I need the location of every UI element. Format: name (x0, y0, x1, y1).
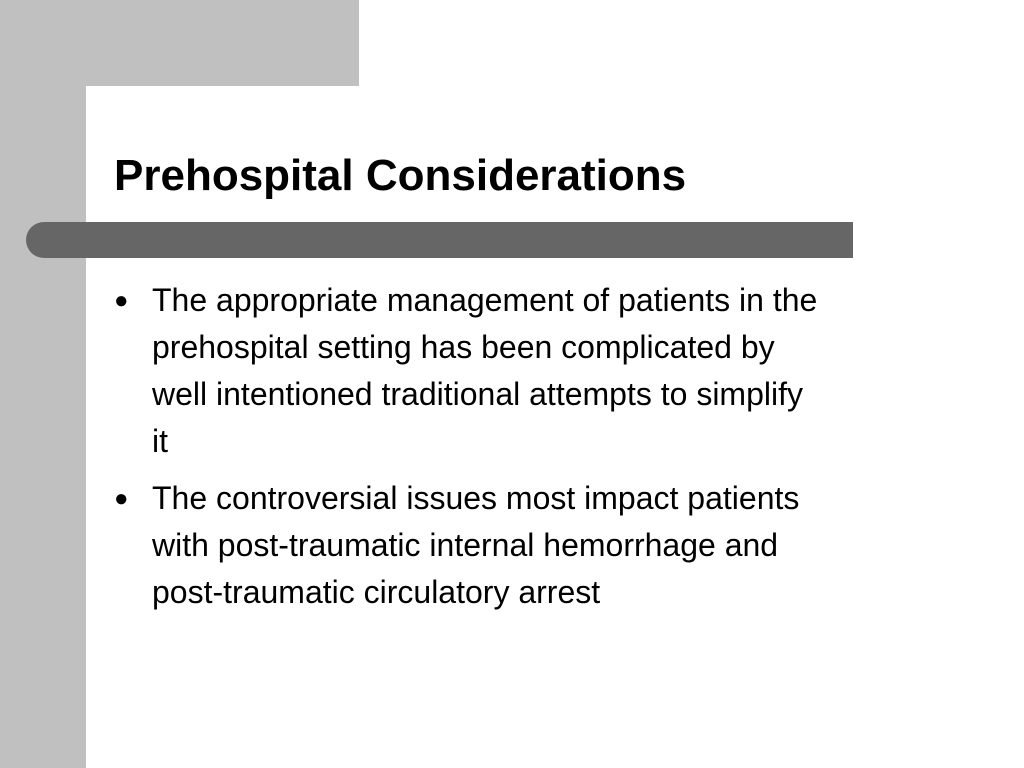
bullet-item (114, 277, 994, 465)
title-underline-bar (26, 222, 853, 258)
slide-title: Prehospital Considerations (114, 151, 687, 200)
bullet-icon: ● (114, 287, 129, 314)
bullet-list (114, 277, 994, 626)
bullet-line: well intentioned traditional attempts to simplify (152, 376, 803, 412)
bullet-text (152, 475, 988, 616)
bullet-line: it (152, 423, 168, 459)
left-decoration-band (0, 0, 86, 768)
bullet-line: with post-traumatic internal hemorrhage and (152, 527, 779, 563)
bullet-item (114, 475, 994, 616)
bullet-icon: ● (114, 485, 129, 512)
bullet-line: prehospital setting has been complicated by (152, 329, 775, 365)
bullet-text (152, 277, 988, 465)
bullet-line: post-traumatic circulatory arrest (152, 574, 601, 610)
bullet-line: The controversial issues most impact patients (152, 480, 800, 516)
bullet-line: The appropriate management of patients in the (152, 282, 818, 318)
